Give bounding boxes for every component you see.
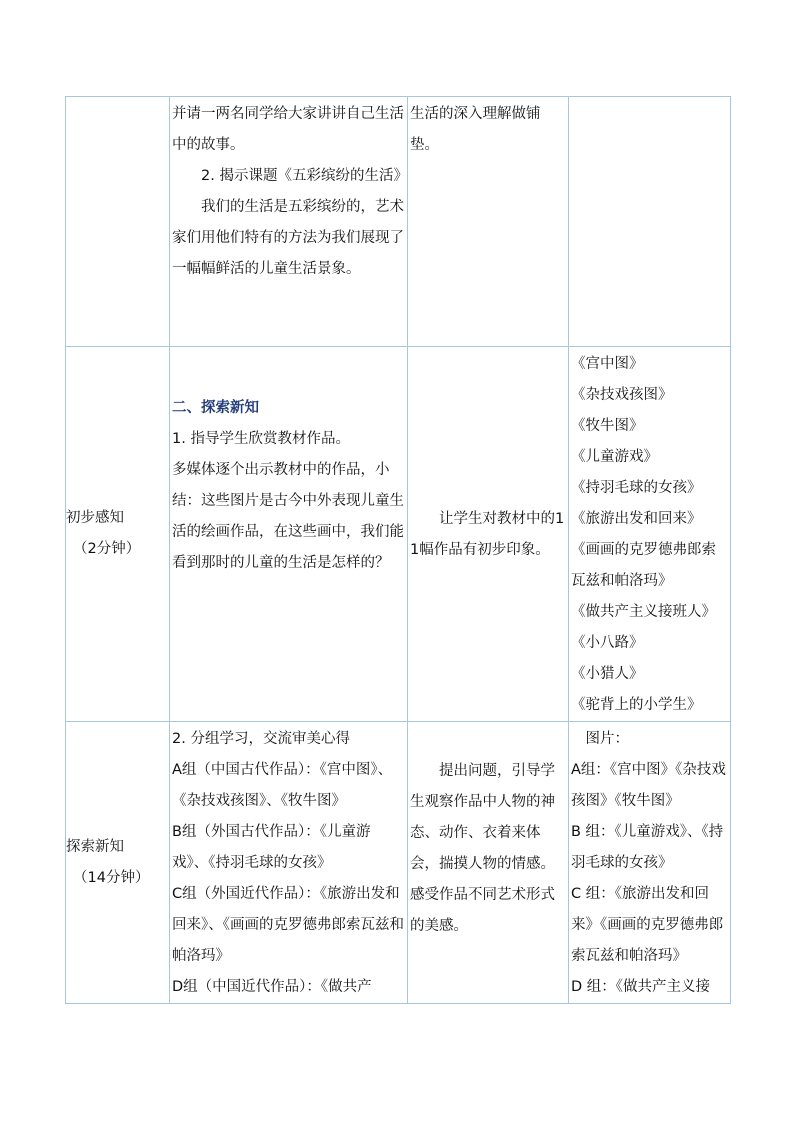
lesson-plan-table [65,96,731,1004]
intent-text: 生活的深入理解做铺垫。 [410,106,541,153]
material-item: 《杂技戏孩图》 [571,387,673,403]
intent-text: 让学生对教材中的11幅作品有初步印象。 [410,511,565,558]
stage-cell [66,722,170,1004]
material-item: 《儿童游戏》 [571,449,658,465]
intent-cell [408,347,569,722]
activity-text: 并请一两名同学给大家讲讲自己生活中的故事。 [172,106,404,153]
activity-cell [170,722,408,1004]
material-item: 《牧牛图》 [571,418,644,434]
intent-text: 提出问题，引导学生观察作品中人物的神态、动作、衣着来体会，揣摸人物的情感。感受作品不同艺术形式的美感。 [410,763,555,934]
material-item: 《旅游出发和回来》 [571,511,702,527]
materials-cell [569,347,731,722]
intent-cell [408,722,569,1004]
material-item: 《小八路》 [571,635,644,651]
activity-text: A组（中国古代作品）：《宫中图》、《杂技戏孩图》、《牧牛图》 [172,762,393,809]
intent-cell [408,97,569,347]
activity-cell [170,347,408,722]
activity-text: B组（外国古代作品）：《儿童游戏》、《持羽毛球的女孩》 [172,824,371,871]
materials-title: 图片： [585,731,629,747]
activity-text: D组（中国近代作品）：《做共产 [172,979,372,995]
stage-cell [66,347,170,722]
activity-text: 多媒体逐个出示教材中的作品，小结：这些图片是古今中外表现儿童生活的绘画作品，在这些画中，我们能看到那时的儿童的生活是怎样的？ [172,462,404,571]
table-row [66,97,731,347]
table-row [66,347,731,722]
material-item: B 组：《儿童游戏》、《持羽毛球的女孩》 [571,824,724,871]
material-item: 《做共产主义接班人》 [571,604,716,620]
materials-cell [569,97,731,347]
material-item: C 组：《旅游出发和回来》《画画的克罗德弗郎索瓦兹和帕洛玛》 [571,886,724,964]
stage-time: （14分钟） [73,869,150,886]
material-item: 《画画的克罗德弗郎索瓦兹和帕洛玛》 [571,542,716,589]
activity-text: 我们的生活是五彩缤纷的，艺术家们用他们特有的方法为我们展现了一幅幅鲜活的儿童生活景象。 [172,199,404,277]
material-item: 《小猎人》 [571,666,644,682]
stage-name: 初步感知 [66,510,124,526]
material-item: 《驼背上的小学生》 [571,697,702,713]
section-heading: 二、探索新知 [172,400,259,416]
activity-text: 2. 揭示课题《五彩缤纷的生活》 [201,168,408,184]
activity-text: C组（外国近代作品）：《旅游出发和回来》、《画画的克罗德弗郎索瓦兹和帕洛玛》 [172,886,404,964]
activity-cell [170,97,408,347]
material-item: 《持羽毛球的女孩》 [571,480,702,496]
activity-text: 1. 指导学生欣赏教材作品。 [172,431,350,447]
stage-time: （2分钟） [73,541,141,557]
stage-name: 探索新知 [66,838,124,855]
stage-cell [66,97,170,347]
material-item: D 组：《做共产主义接 [571,979,711,995]
activity-text: 2. 分组学习，交流审美心得 [172,731,350,747]
material-item: 《宫中图》 [571,356,644,372]
materials-cell [569,722,731,1004]
table-row [66,722,731,1004]
material-item: A组：《宫中图》《杂技戏孩图》《牧牛图》 [571,762,726,809]
